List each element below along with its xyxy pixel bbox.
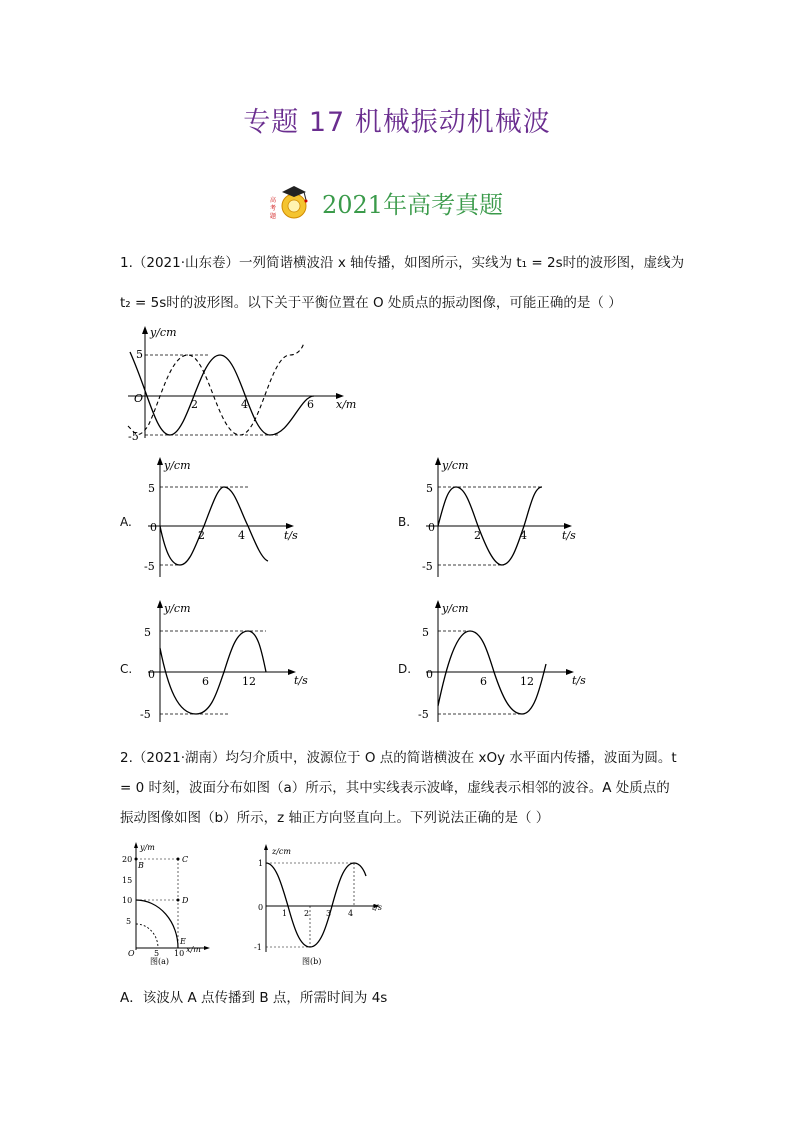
svg-text:1: 1 bbox=[258, 859, 264, 868]
svg-text:y/cm: y/cm bbox=[442, 602, 469, 615]
svg-text:y/cm: y/cm bbox=[164, 602, 191, 615]
svg-text:1: 1 bbox=[282, 909, 288, 918]
fig-b-caption: 图(b) bbox=[302, 957, 322, 966]
trough-arc bbox=[136, 924, 158, 948]
option-c-graph bbox=[138, 598, 314, 724]
option-b-graph bbox=[416, 455, 588, 579]
svg-text:3: 3 bbox=[326, 909, 332, 918]
svg-text:y/cm: y/cm bbox=[442, 459, 469, 472]
svg-text:12: 12 bbox=[242, 675, 256, 688]
q2-line2: = 0 时刻，波面分布如图（a）所示，其中实线表示波峰，虚线表示相邻的波谷。A 处质点的 bbox=[120, 780, 670, 796]
section-heading-text: 2021年高考真题 bbox=[322, 190, 504, 219]
q1-graph-origin: O bbox=[134, 392, 144, 405]
svg-text:B: B bbox=[138, 861, 144, 870]
svg-text:5: 5 bbox=[154, 949, 160, 958]
svg-text:t/s: t/s bbox=[572, 674, 586, 687]
svg-text:x/m: x/m bbox=[186, 945, 201, 954]
svg-text:t/s: t/s bbox=[284, 529, 298, 542]
svg-text:C: C bbox=[182, 855, 189, 864]
svg-text:O: O bbox=[128, 949, 135, 958]
option-a-label: A. bbox=[120, 515, 132, 529]
svg-text:4: 4 bbox=[238, 529, 245, 542]
q1-graph-ytick-neg5: -5 bbox=[128, 430, 139, 443]
svg-text:15: 15 bbox=[122, 876, 133, 885]
svg-text:y/cm: y/cm bbox=[164, 459, 191, 472]
svg-text:0: 0 bbox=[428, 521, 435, 534]
svg-text:12: 12 bbox=[520, 675, 534, 688]
svg-text:-5: -5 bbox=[418, 708, 429, 721]
q1-graph-xtick-2: 2 bbox=[191, 398, 198, 411]
svg-text:z/cm: z/cm bbox=[272, 847, 291, 856]
svg-text:10: 10 bbox=[122, 896, 133, 905]
svg-text:高: 高 bbox=[270, 197, 277, 204]
svg-text:0: 0 bbox=[148, 668, 155, 681]
svg-text:t/s: t/s bbox=[562, 529, 576, 542]
svg-text:5: 5 bbox=[144, 626, 151, 639]
svg-text:D: D bbox=[182, 896, 189, 905]
svg-text:0: 0 bbox=[426, 668, 433, 681]
svg-text:考: 考 bbox=[270, 205, 277, 212]
svg-text:5: 5 bbox=[148, 482, 155, 495]
svg-text:t/s: t/s bbox=[294, 674, 308, 687]
svg-text:2: 2 bbox=[474, 529, 481, 542]
q2-option-a: A．该波从 A 点传播到 B 点，所需时间为 4s bbox=[120, 990, 388, 1006]
q1-line1: 1.（2021·山东卷）一列简谐横波沿 x 轴传播，如图所示，实线为 t₁ = 2s时的波形图，虚线为 bbox=[120, 255, 685, 271]
option-b-label: B. bbox=[398, 515, 411, 529]
q1-line2: t₂ = 5s时的波形图。以下关于平衡位置在 O 处质点的振动图像，可能正确的是（ ） bbox=[120, 295, 622, 311]
svg-text:E: E bbox=[180, 937, 186, 946]
q2-figure-a bbox=[116, 840, 216, 966]
option-d-label: D. bbox=[398, 662, 412, 676]
svg-text:5: 5 bbox=[126, 917, 132, 926]
svg-text:-5: -5 bbox=[144, 560, 155, 573]
page-title: 专题 17 机械振动机械波 bbox=[243, 107, 551, 138]
option-c-label: C. bbox=[120, 662, 133, 676]
section-heading bbox=[268, 182, 503, 222]
q2-line3: 振动图像如图（b）所示，z 轴正方向竖直向上。下列说法正确的是（ ） bbox=[120, 810, 550, 826]
q1-graph-xtick-6: 6 bbox=[307, 398, 314, 411]
mascot-logo-icon bbox=[268, 182, 316, 222]
svg-text:0: 0 bbox=[258, 903, 264, 912]
svg-text:4: 4 bbox=[520, 529, 527, 542]
svg-text:5: 5 bbox=[422, 626, 429, 639]
q1-graph-xlabel: x/m bbox=[336, 398, 357, 411]
svg-text:10: 10 bbox=[174, 949, 185, 958]
svg-text:y/m: y/m bbox=[140, 843, 155, 852]
fig-a-caption: 图(a) bbox=[150, 957, 170, 966]
q1-graph-ylabel: y/cm bbox=[150, 326, 177, 339]
q1-solid-wave bbox=[130, 352, 314, 435]
option-d-graph bbox=[416, 598, 592, 724]
q2-line1: 2.（2021·湖南）均匀介质中，波源位于 O 点的简谐横波在 xOy 水平面内传播，波面为圆。t bbox=[120, 750, 677, 766]
q1-graph-ytick-5: 5 bbox=[136, 348, 143, 361]
svg-text:t/s: t/s bbox=[372, 903, 383, 912]
svg-text:0: 0 bbox=[150, 521, 157, 534]
svg-text:2: 2 bbox=[304, 909, 310, 918]
option-a-graph bbox=[138, 455, 310, 579]
svg-text:2: 2 bbox=[198, 529, 205, 542]
svg-text:5: 5 bbox=[426, 482, 433, 495]
q2-figure-b bbox=[250, 840, 390, 966]
svg-text:-1: -1 bbox=[254, 943, 262, 952]
q1-wave-graph bbox=[118, 322, 362, 444]
svg-text:6: 6 bbox=[202, 675, 209, 688]
q1-graph-xtick-4: 4 bbox=[241, 398, 248, 411]
svg-text:6: 6 bbox=[480, 675, 487, 688]
svg-text:题: 题 bbox=[270, 213, 277, 220]
svg-text:4: 4 bbox=[348, 909, 354, 918]
svg-text:20: 20 bbox=[122, 855, 133, 864]
svg-text:-5: -5 bbox=[422, 560, 433, 573]
svg-text:-5: -5 bbox=[140, 708, 151, 721]
